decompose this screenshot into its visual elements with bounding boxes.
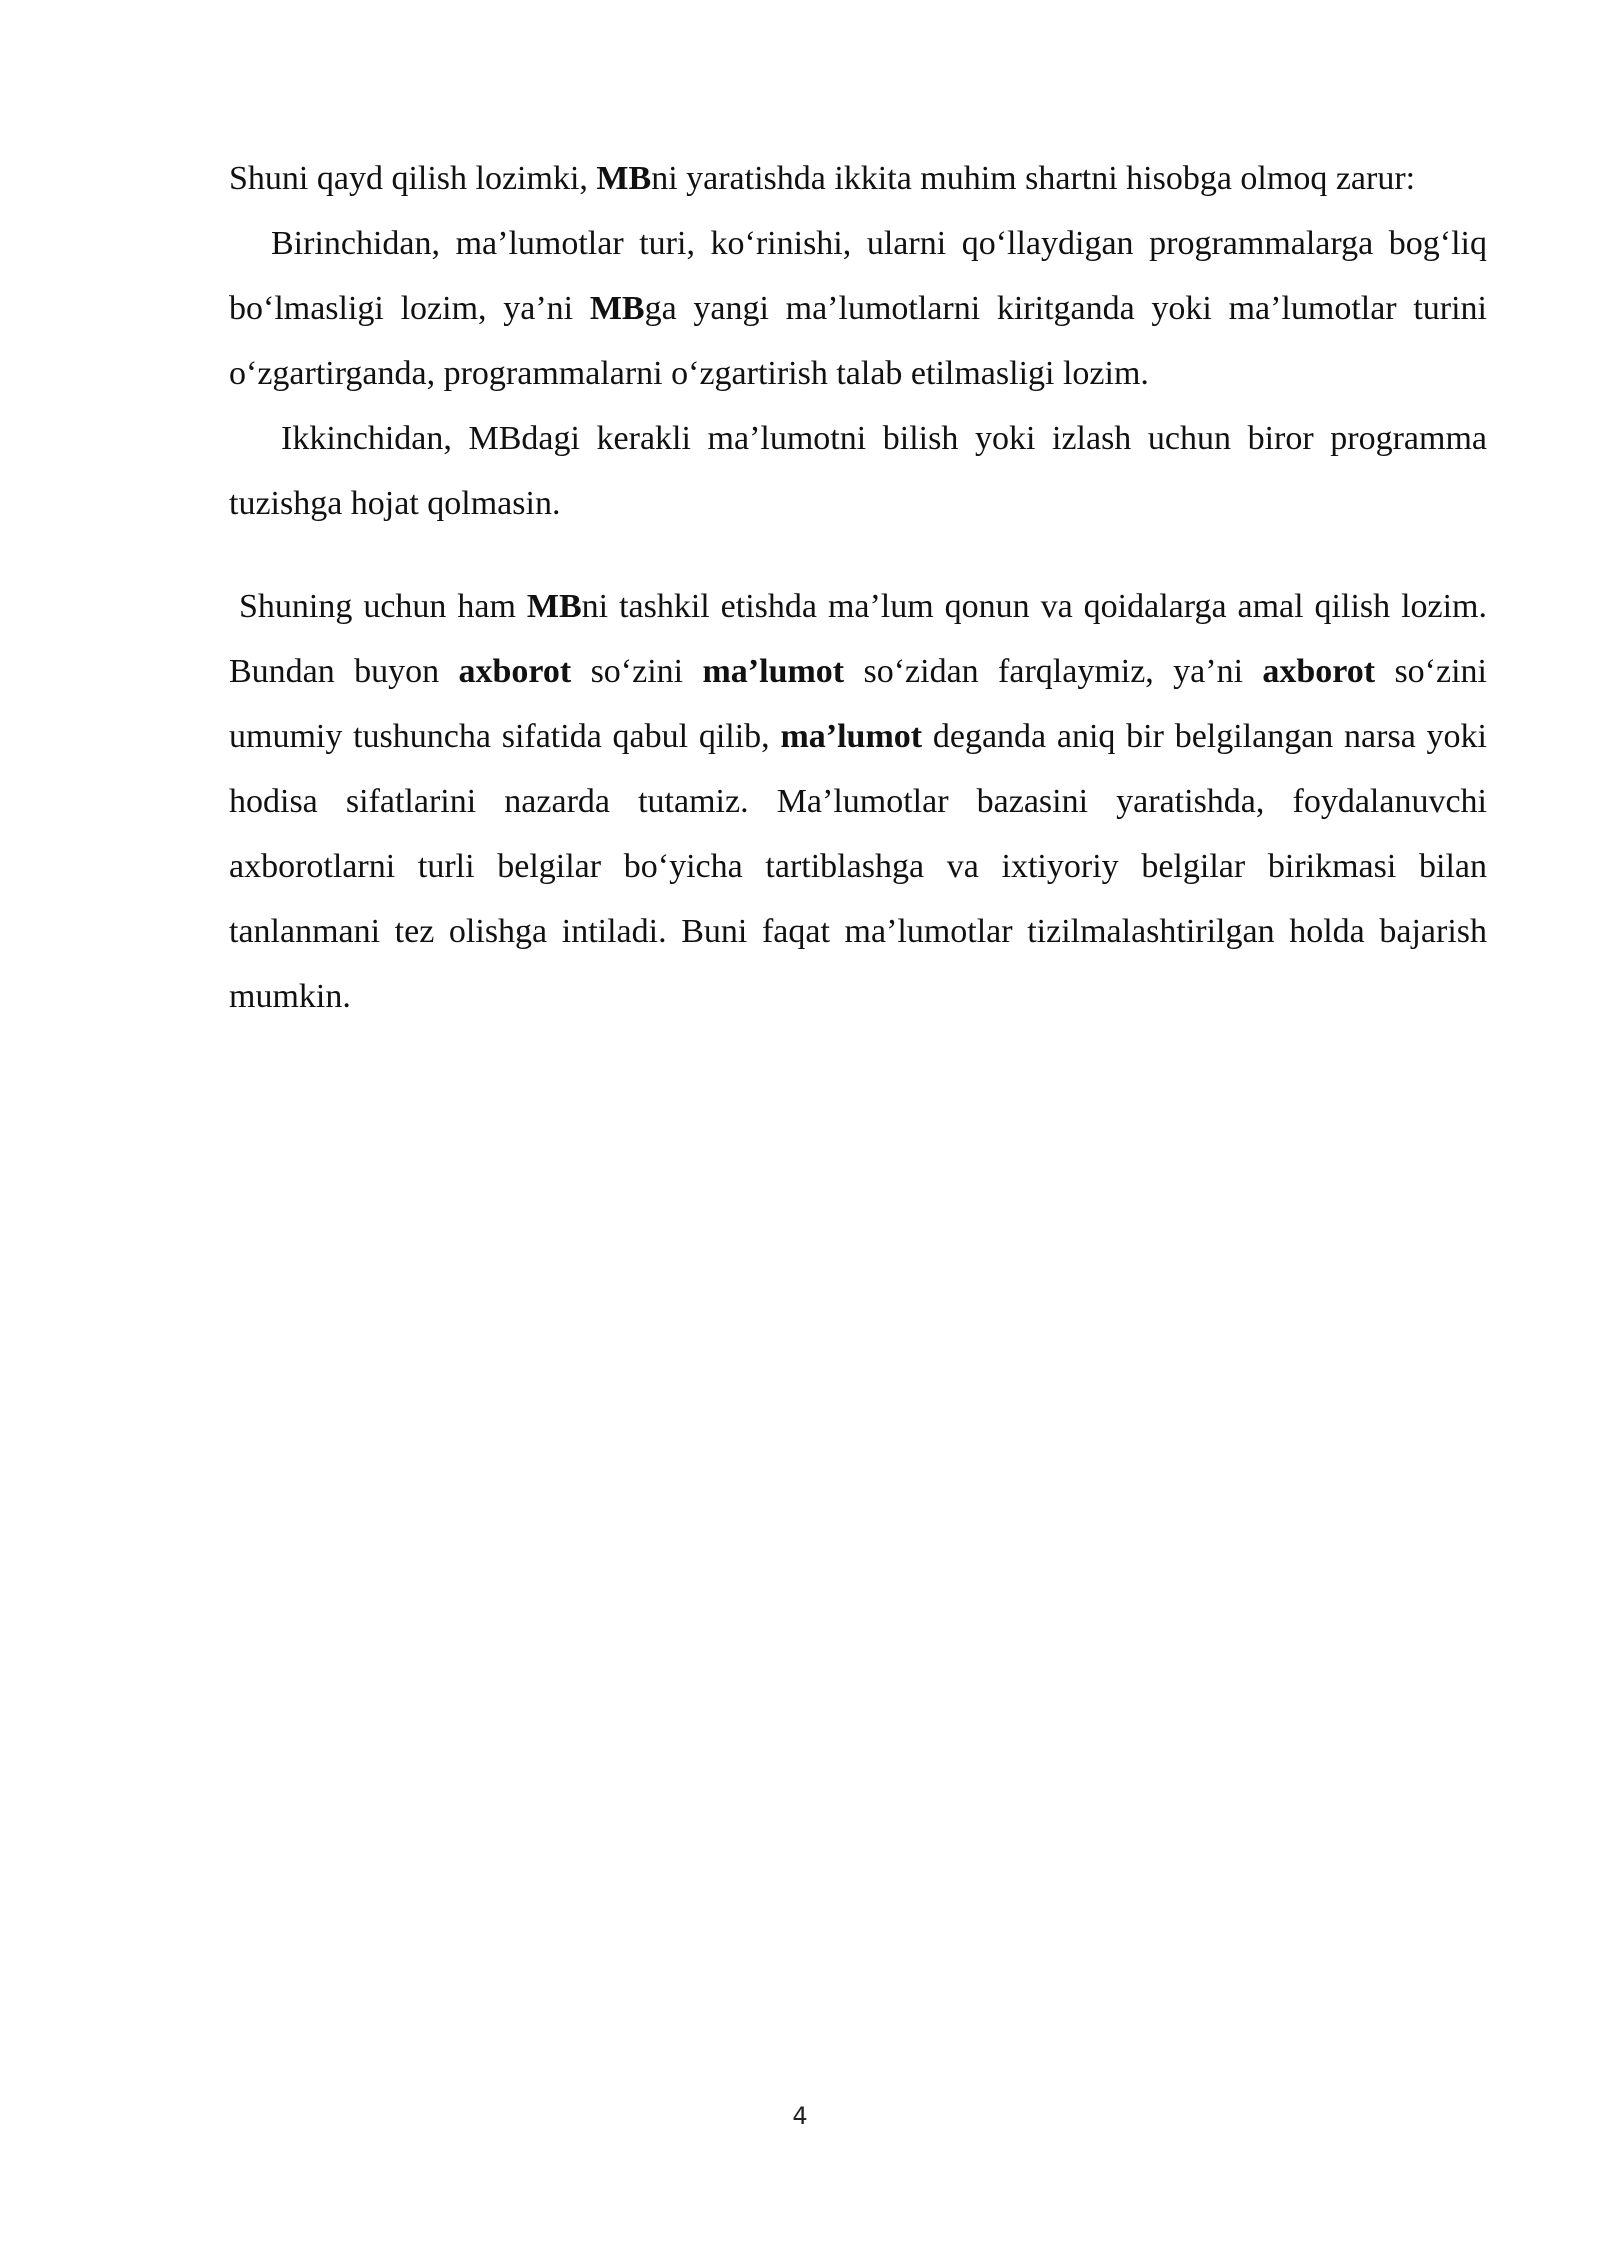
paragraph-intro: Shuni qayd qilish lozimki, MBni yaratishda ikkita muhim shartni hisobga olmoq zarur:	[229, 160, 1416, 197]
body-text	[229, 146, 1487, 1029]
paragraph-conclusion: Shuning uchun ham MBni tashkil etishda ma’lum qonun va qoidalarga amal qilish lozim. Bundan buyon axborot so‘zini ma’lumot so‘zidan farqlaymiz, ya’ni axborot so‘zini umumiy tushuncha sifatida qabul qilib, ma’lumot deganda aniq bir belgilangan narsa yoki hodisa sifatlarini nazarda tutamiz. Ma’lumotlar bazasini yaratishda, foydalanuvchi axborotlarni turli belgilar bo‘yicha tartiblashga va ixtiyoriy belgilar birikmasi bilan tanlanmani tez olishga intiladi. Buni faqat ma’lumotlar tizilmalashtirilgan holda bajarish mumkin.	[229, 588, 1488, 1015]
paragraph-second-condition: Ikkinchidan, MBdagi kerakli ma’lumotni bilish yoki izlash uchun biror programma tuzishga hojat qolmasin.	[229, 420, 1487, 522]
paragraph-first-condition: Birinchidan, ma’lumotlar turi, ko‘rinishi, ularni qo‘llaydigan programmalarga bog‘liq bo‘lmasligi lozim, ya’ni MBga yangi ma’lumotlarni kiritganda yoki ma’lumotlar turini o‘zgartirganda, programmalarni o‘zgartirish talab etilmasligi lozim.	[229, 225, 1488, 392]
page-number: 4	[792, 2102, 808, 2130]
